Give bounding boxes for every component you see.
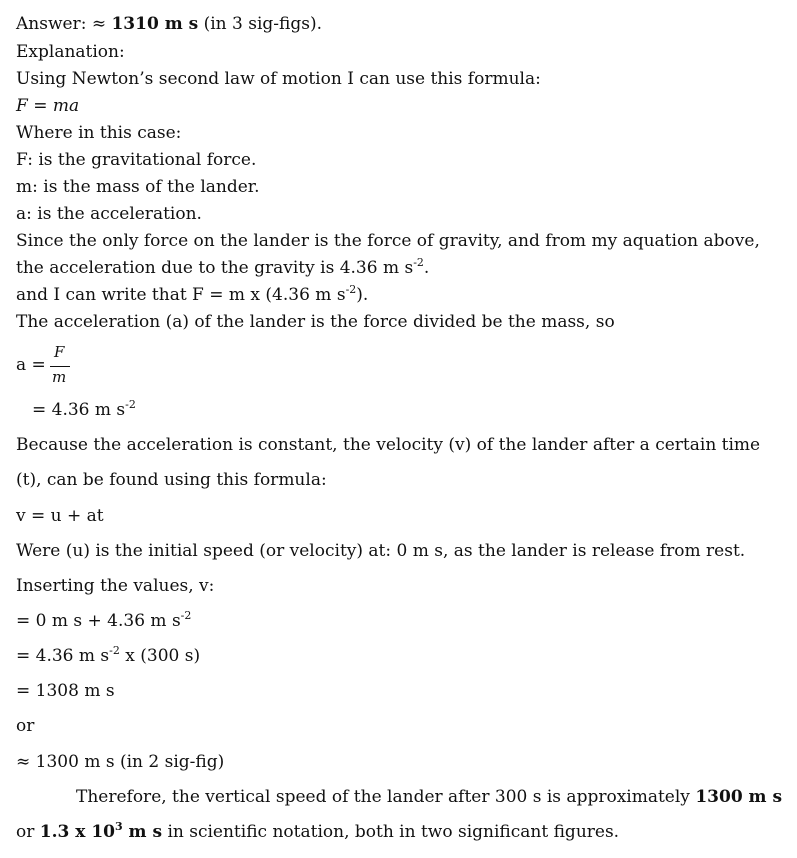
fraction-denominator: m <box>52 368 67 386</box>
since-line-2: the acceleration due to the gravity is 4.36 m $s^{-2}$. <box>16 256 430 278</box>
fraction-numerator: F <box>54 343 65 361</box>
def-mass: m: is the mass of the lander. <box>16 177 260 197</box>
accel-fraction: a = F m <box>16 343 136 389</box>
since-line-1: Since the only force on the lander is the force of gravity, and from my aquation above, <box>16 231 760 251</box>
where-line: Where in this case: <box>16 123 182 143</box>
step-1: = 0 m s + 4.36 m $s^{-2}$ <box>16 609 192 631</box>
because-line-1: Because the acceleration is constant, the velocity (v) of the lander after a certain time <box>16 435 761 455</box>
def-acceleration: a: is the acceleration. <box>16 204 202 224</box>
conclusion-line-1: Therefore, the vertical speed of the lander after 300 s is approximately 1300 m s <box>76 787 783 807</box>
velocity-formula: v = u + at <box>16 506 104 526</box>
conclusion-line-2: or 1.3 x $10^3$ m s in scientific notation, both in two significant figures. <box>16 820 620 842</box>
step-3: = 1308 m s <box>16 681 115 701</box>
because-line-2: (t), can be found using this formula: <box>16 470 327 490</box>
intro-line: Using Newton’s second law of motion I can use this formula: <box>16 69 541 89</box>
answer-line: Answer: ≈ 1310 m s (in 3 sig-figs). <box>16 14 323 34</box>
step-2: = 4.36 m $s^{-2}$ x (300 s) <box>16 644 201 666</box>
inserting-line: Inserting the values, v: <box>16 576 215 596</box>
accel-line: The acceleration (a) of the lander is the force divided be the mass, so <box>16 312 615 332</box>
approx-line: ≈ 1300 m s (in 2 sig-fig) <box>16 752 225 772</box>
def-force: F: is the gravitational force. <box>16 150 257 170</box>
newton-formula: F = ma <box>16 96 80 116</box>
write-line: and I can write that F = m x (4.36 m $s^{-2}$). <box>16 283 369 305</box>
were-line: Were (u) is the initial speed (or velocity) at: 0 m s, as the lander is release from rest. <box>16 541 746 561</box>
fraction-bar <box>50 366 70 367</box>
explanation-heading: Explanation: <box>16 42 125 62</box>
or-word: or <box>16 716 35 736</box>
answer-value: 1310 m s <box>111 14 199 34</box>
equals-accel: = 4.36 m $s^{-2}$ <box>32 398 136 420</box>
